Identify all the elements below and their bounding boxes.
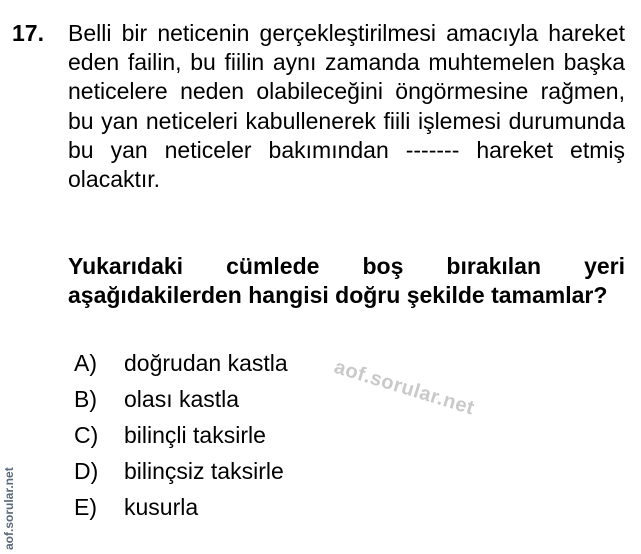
option-letter: A) (74, 350, 97, 376)
question-prompt: Yukarıdaki cümlede boş bırakılan yeri aşağıdakilerden hangisi doğru şekilde tamamlar? (68, 253, 625, 308)
option-c[interactable] (74, 417, 288, 453)
option-e[interactable] (74, 489, 288, 525)
option-d[interactable] (74, 453, 288, 489)
question-stem: Belli bir neticenin gerçekleştirilmesi amacıyla hareket eden failin, bu fiilin aynı zamanda muhtemelen başka neticelere neden olabileceğini öngörmesine rağmen, bu yan neticeleri kabullenerek fiili işlemesi durumunda bu yan neticeler bakımından ------- hareket etmiş olacaktır. (68, 20, 625, 193)
answer-options (74, 345, 288, 525)
option-a[interactable] (74, 345, 288, 381)
option-letter: E) (74, 494, 97, 520)
option-letter: D) (74, 458, 99, 484)
option-text: bilinçli taksirle (124, 422, 266, 448)
option-text: olası kastla (124, 386, 240, 412)
option-text: bilinçsiz taksirle (124, 458, 284, 484)
question-number: 17. (12, 20, 44, 46)
option-text: kusurla (124, 494, 199, 520)
option-b[interactable] (74, 381, 288, 417)
option-letter: B) (74, 386, 97, 412)
watermark-vertical: aof.sorular.net (2, 467, 16, 550)
option-letter: C) (74, 422, 99, 448)
watermark-diagonal: aof.sorular.net (331, 356, 477, 420)
option-text: doğrudan kastla (124, 350, 288, 376)
